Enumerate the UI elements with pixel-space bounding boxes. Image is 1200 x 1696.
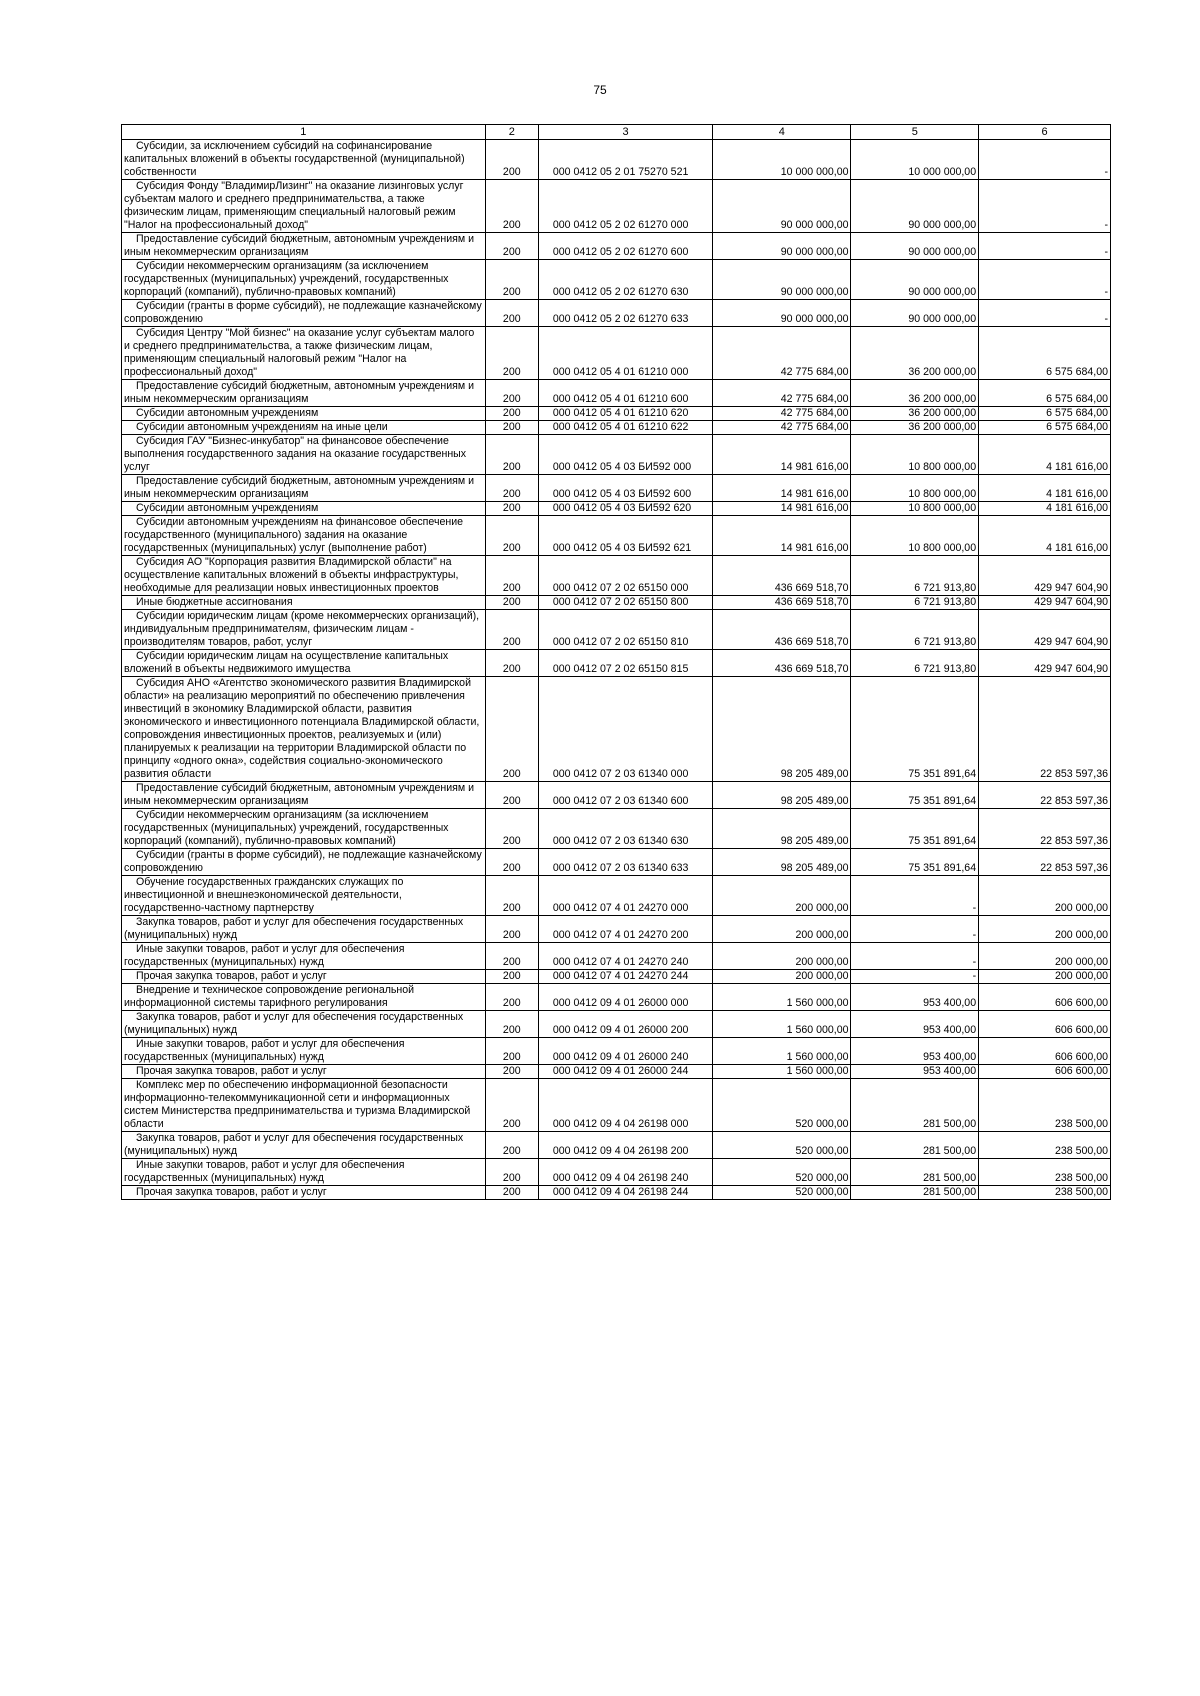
classification-code-cell: 000 0412 07 2 03 61340 633 — [538, 849, 712, 876]
amount-col6-cell: 4 181 616,00 — [979, 475, 1111, 502]
amount-col4-cell: 42 775 684,00 — [713, 380, 851, 407]
ved-code-cell: 200 — [485, 1159, 538, 1186]
amount-col4-cell: 520 000,00 — [713, 1159, 851, 1186]
amount-col6-cell: - — [979, 300, 1111, 327]
row-name-cell: Субсидии (гранты в форме субсидий), не подлежащие казначейскому сопровождению — [122, 300, 486, 327]
page-number: 75 — [593, 83, 607, 97]
table-row — [122, 1079, 1111, 1132]
amount-col6-cell: 429 947 604,90 — [979, 610, 1111, 650]
classification-code-cell: 000 0412 05 4 01 61210 000 — [538, 327, 712, 380]
table-row — [122, 809, 1111, 849]
ved-code-cell: 200 — [485, 300, 538, 327]
amount-col6-cell: 6 575 684,00 — [979, 421, 1111, 435]
amount-col4-cell: 42 775 684,00 — [713, 327, 851, 380]
row-name-cell: Предоставление субсидий бюджетным, автономным учреждениям и иным некоммерческим организациям — [122, 782, 486, 809]
table-row — [122, 260, 1111, 300]
amount-col5-cell: 75 351 891,64 — [851, 782, 979, 809]
classification-code-cell: 000 0412 09 4 01 26000 000 — [538, 984, 712, 1011]
table-row — [122, 233, 1111, 260]
row-name-cell: Субсидии некоммерческим организациям (за исключением государственных (муниципальных) учреждений, государственных корпораций (компаний), публично-правовых компаний) — [122, 809, 486, 849]
row-name-cell: Субсидии юридическим лицам (кроме некоммерческих организаций), индивидуальным предпринимателям, физическим лицам - производителям товаров, работ, услуг — [122, 610, 486, 650]
amount-col5-cell: 953 400,00 — [851, 1065, 979, 1079]
amount-col6-cell: 6 575 684,00 — [979, 380, 1111, 407]
amount-col6-cell: 606 600,00 — [979, 1011, 1111, 1038]
ved-code-cell: 200 — [485, 849, 538, 876]
amount-col4-cell: 98 205 489,00 — [713, 849, 851, 876]
classification-code-cell: 000 0412 07 2 03 61340 600 — [538, 782, 712, 809]
amount-col4-cell: 10 000 000,00 — [713, 140, 851, 180]
ved-code-cell: 200 — [485, 943, 538, 970]
row-name-cell: Предоставление субсидий бюджетным, автономным учреждениям и иным некоммерческим организациям — [122, 475, 486, 502]
ved-code-cell: 200 — [485, 650, 538, 677]
amount-col4-cell: 436 669 518,70 — [713, 556, 851, 596]
table-row — [122, 916, 1111, 943]
amount-col4-cell: 200 000,00 — [713, 916, 851, 943]
amount-col6-cell: 200 000,00 — [979, 970, 1111, 984]
row-name-cell: Иные бюджетные ассигнования — [122, 596, 486, 610]
amount-col5-cell: 36 200 000,00 — [851, 421, 979, 435]
ved-code-cell: 200 — [485, 1186, 538, 1200]
classification-code-cell: 000 0412 07 2 02 65150 815 — [538, 650, 712, 677]
ved-code-cell: 200 — [485, 556, 538, 596]
ved-code-cell: 200 — [485, 140, 538, 180]
row-name-cell: Субсидия ГАУ "Бизнес-инкубатор" на финансовое обеспечение выполнения государственного задания на оказание государственных услуг — [122, 435, 486, 475]
amount-col6-cell: 6 575 684,00 — [979, 327, 1111, 380]
amount-col4-cell: 200 000,00 — [713, 876, 851, 916]
amount-col5-cell: 6 721 913,80 — [851, 610, 979, 650]
amount-col6-cell: 200 000,00 — [979, 943, 1111, 970]
classification-code-cell: 000 0412 09 4 01 26000 244 — [538, 1065, 712, 1079]
ved-code-cell: 200 — [485, 1011, 538, 1038]
table-row — [122, 596, 1111, 610]
classification-code-cell: 000 0412 07 2 02 65150 810 — [538, 610, 712, 650]
amount-col5-cell: 75 351 891,64 — [851, 849, 979, 876]
ved-code-cell: 200 — [485, 233, 538, 260]
ved-code-cell: 200 — [485, 502, 538, 516]
column-header: 5 — [851, 125, 979, 140]
amount-col6-cell: - — [979, 233, 1111, 260]
ved-code-cell: 200 — [485, 327, 538, 380]
table-row — [122, 380, 1111, 407]
ved-code-cell: 200 — [485, 970, 538, 984]
table-row — [122, 1038, 1111, 1065]
amount-col6-cell: 238 500,00 — [979, 1186, 1111, 1200]
ved-code-cell: 200 — [485, 180, 538, 233]
table-row — [122, 475, 1111, 502]
classification-code-cell: 000 0412 09 4 01 26000 240 — [538, 1038, 712, 1065]
classification-code-cell: 000 0412 05 4 03 БИ592 620 — [538, 502, 712, 516]
ved-code-cell: 200 — [485, 1079, 538, 1132]
ved-code-cell: 200 — [485, 380, 538, 407]
row-name-cell: Закупка товаров, работ и услуг для обеспечения государственных (муниципальных) нужд — [122, 1132, 486, 1159]
amount-col4-cell: 200 000,00 — [713, 943, 851, 970]
table-row — [122, 1159, 1111, 1186]
amount-col6-cell: 22 853 597,36 — [979, 782, 1111, 809]
classification-code-cell: 000 0412 05 4 01 61210 620 — [538, 407, 712, 421]
amount-col4-cell: 98 205 489,00 — [713, 677, 851, 782]
classification-code-cell: 000 0412 07 2 02 65150 800 — [538, 596, 712, 610]
column-header: 4 — [713, 125, 851, 140]
amount-col6-cell: - — [979, 180, 1111, 233]
amount-col5-cell: 36 200 000,00 — [851, 380, 979, 407]
classification-code-cell: 000 0412 05 4 03 БИ592 000 — [538, 435, 712, 475]
classification-code-cell: 000 0412 05 4 03 БИ592 621 — [538, 516, 712, 556]
ved-code-cell: 200 — [485, 596, 538, 610]
ved-code-cell: 200 — [485, 677, 538, 782]
row-name-cell: Предоставление субсидий бюджетным, автономным учреждениям и иным некоммерческим организациям — [122, 380, 486, 407]
table-row — [122, 984, 1111, 1011]
amount-col6-cell: 22 853 597,36 — [979, 849, 1111, 876]
amount-col5-cell: 6 721 913,80 — [851, 556, 979, 596]
table-row — [122, 1011, 1111, 1038]
amount-col6-cell: 429 947 604,90 — [979, 650, 1111, 677]
ved-code-cell: 200 — [485, 1065, 538, 1079]
row-name-cell: Иные закупки товаров, работ и услуг для обеспечения государственных (муниципальных) нужд — [122, 943, 486, 970]
column-header: 1 — [122, 125, 486, 140]
amount-col6-cell: 606 600,00 — [979, 984, 1111, 1011]
amount-col5-cell: 953 400,00 — [851, 1038, 979, 1065]
amount-col6-cell: 200 000,00 — [979, 916, 1111, 943]
table-row — [122, 876, 1111, 916]
amount-col4-cell: 1 560 000,00 — [713, 1065, 851, 1079]
row-name-cell: Субсидия Фонду "ВладимирЛизинг" на оказание лизинговых услуг субъектам малого и среднего предпринимательства, а также физическим лицам, применяющим специальный налоговый режим "Налог на профессиональный доход" — [122, 180, 486, 233]
row-name-cell: Субсидии автономным учреждениям на финансовое обеспечение государственного (муниципального) задания на оказание государственных (муниципальных) услуг (выполнение работ) — [122, 516, 486, 556]
amount-col4-cell: 98 205 489,00 — [713, 809, 851, 849]
amount-col4-cell: 90 000 000,00 — [713, 180, 851, 233]
classification-code-cell: 000 0412 05 2 02 61270 633 — [538, 300, 712, 327]
row-name-cell: Прочая закупка товаров, работ и услуг — [122, 970, 486, 984]
amount-col4-cell: 200 000,00 — [713, 970, 851, 984]
row-name-cell: Субсидии некоммерческим организациям (за исключением государственных (муниципальных) учреждений, государственных корпораций (компаний), публично-правовых компаний) — [122, 260, 486, 300]
amount-col6-cell: - — [979, 260, 1111, 300]
row-name-cell: Иные закупки товаров, работ и услуг для обеспечения государственных (муниципальных) нужд — [122, 1159, 486, 1186]
row-name-cell: Иные закупки товаров, работ и услуг для обеспечения государственных (муниципальных) нужд — [122, 1038, 486, 1065]
amount-col5-cell: 75 351 891,64 — [851, 677, 979, 782]
classification-code-cell: 000 0412 07 2 02 65150 000 — [538, 556, 712, 596]
amount-col4-cell: 14 981 616,00 — [713, 516, 851, 556]
amount-col4-cell: 436 669 518,70 — [713, 650, 851, 677]
table-row — [122, 1065, 1111, 1079]
classification-code-cell: 000 0412 09 4 04 26198 000 — [538, 1079, 712, 1132]
classification-code-cell: 000 0412 05 2 02 61270 600 — [538, 233, 712, 260]
ved-code-cell: 200 — [485, 475, 538, 502]
amount-col5-cell: - — [851, 876, 979, 916]
amount-col5-cell: 75 351 891,64 — [851, 809, 979, 849]
amount-col4-cell: 14 981 616,00 — [713, 502, 851, 516]
ved-code-cell: 200 — [485, 435, 538, 475]
amount-col6-cell: 238 500,00 — [979, 1079, 1111, 1132]
row-name-cell: Закупка товаров, работ и услуг для обеспечения государственных (муниципальных) нужд — [122, 1011, 486, 1038]
amount-col6-cell: 22 853 597,36 — [979, 677, 1111, 782]
classification-code-cell: 000 0412 07 4 01 24270 244 — [538, 970, 712, 984]
amount-col6-cell: 4 181 616,00 — [979, 502, 1111, 516]
amount-col4-cell: 1 560 000,00 — [713, 1011, 851, 1038]
ved-code-cell: 200 — [485, 809, 538, 849]
amount-col5-cell: 281 500,00 — [851, 1079, 979, 1132]
table-row — [122, 849, 1111, 876]
amount-col6-cell: 606 600,00 — [979, 1038, 1111, 1065]
amount-col4-cell: 520 000,00 — [713, 1079, 851, 1132]
ved-code-cell: 200 — [485, 984, 538, 1011]
row-name-cell: Субсидии автономным учреждениям — [122, 502, 486, 516]
table-row — [122, 435, 1111, 475]
amount-col6-cell: - — [979, 140, 1111, 180]
amount-col5-cell: 90 000 000,00 — [851, 260, 979, 300]
amount-col5-cell: 90 000 000,00 — [851, 300, 979, 327]
table-row — [122, 943, 1111, 970]
classification-code-cell: 000 0412 05 4 03 БИ592 600 — [538, 475, 712, 502]
amount-col5-cell: 6 721 913,80 — [851, 596, 979, 610]
classification-code-cell: 000 0412 07 2 03 61340 630 — [538, 809, 712, 849]
amount-col4-cell: 90 000 000,00 — [713, 300, 851, 327]
row-name-cell: Субсидии (гранты в форме субсидий), не подлежащие казначейскому сопровождению — [122, 849, 486, 876]
amount-col5-cell: 36 200 000,00 — [851, 327, 979, 380]
row-name-cell: Субсидии, за исключением субсидий на софинансирование капитальных вложений в объекты государственной (муниципальной) собственности — [122, 140, 486, 180]
classification-code-cell: 000 0412 07 4 01 24270 240 — [538, 943, 712, 970]
classification-code-cell: 000 0412 09 4 04 26198 200 — [538, 1132, 712, 1159]
ved-code-cell: 200 — [485, 876, 538, 916]
classification-code-cell: 000 0412 07 4 01 24270 200 — [538, 916, 712, 943]
ved-code-cell: 200 — [485, 610, 538, 650]
table-row — [122, 556, 1111, 596]
amount-col6-cell: 200 000,00 — [979, 876, 1111, 916]
classification-code-cell: 000 0412 05 2 01 75270 521 — [538, 140, 712, 180]
table-row — [122, 1186, 1111, 1200]
amount-col6-cell: 6 575 684,00 — [979, 407, 1111, 421]
ved-code-cell: 200 — [485, 421, 538, 435]
classification-code-cell: 000 0412 05 4 01 61210 622 — [538, 421, 712, 435]
ved-code-cell: 200 — [485, 916, 538, 943]
amount-col5-cell: 953 400,00 — [851, 1011, 979, 1038]
row-name-cell: Субсидия АО "Корпорация развития Владимирской области" на осуществление капитальных вложений в объекты инфраструктуры, необходимые для реализации новых инвестиционных проектов — [122, 556, 486, 596]
row-name-cell: Внедрение и техническое сопровождение региональной информационной системы тарифного регулирования — [122, 984, 486, 1011]
ved-code-cell: 200 — [485, 1038, 538, 1065]
amount-col5-cell: - — [851, 970, 979, 984]
table-row — [122, 782, 1111, 809]
amount-col4-cell: 520 000,00 — [713, 1186, 851, 1200]
amount-col5-cell: 10 000 000,00 — [851, 140, 979, 180]
amount-col5-cell: 36 200 000,00 — [851, 407, 979, 421]
amount-col5-cell: 90 000 000,00 — [851, 233, 979, 260]
row-name-cell: Субсидия АНО «Агентство экономического развития Владимирской области» на реализацию мероприятий по обеспечению привлечения инвестиций в экономику Владимирской области, развития экономического и инвестиционного потенциала Владимирской области, сопровождения инвестиционных проектов, реализуемых и (или) планируемых к реализации на территории Владимирской области по принципу «одного окна», содействия социально-экономического развития области — [122, 677, 486, 782]
row-name-cell: Предоставление субсидий бюджетным, автономным учреждениям и иным некоммерческим организациям — [122, 233, 486, 260]
table-row — [122, 516, 1111, 556]
row-name-cell: Субсидия Центру "Мой бизнес" на оказание услуг субъектам малого и среднего предпринимательства, а также физическим лицам, применяющим специальный налоговый режим "Налог на профессиональный доход" — [122, 327, 486, 380]
amount-col4-cell: 42 775 684,00 — [713, 407, 851, 421]
table-row — [122, 970, 1111, 984]
amount-col6-cell: 429 947 604,90 — [979, 596, 1111, 610]
amount-col4-cell: 14 981 616,00 — [713, 475, 851, 502]
ved-code-cell: 200 — [485, 1132, 538, 1159]
amount-col5-cell: 10 800 000,00 — [851, 475, 979, 502]
amount-col4-cell: 42 775 684,00 — [713, 421, 851, 435]
table-header-row — [122, 125, 1111, 140]
amount-col6-cell: 4 181 616,00 — [979, 516, 1111, 556]
amount-col4-cell: 1 560 000,00 — [713, 984, 851, 1011]
table-row — [122, 677, 1111, 782]
amount-col4-cell: 436 669 518,70 — [713, 596, 851, 610]
amount-col4-cell: 436 669 518,70 — [713, 610, 851, 650]
amount-col4-cell: 90 000 000,00 — [713, 233, 851, 260]
column-header: 3 — [538, 125, 712, 140]
amount-col5-cell: - — [851, 916, 979, 943]
table-row — [122, 1132, 1111, 1159]
budget-table — [121, 124, 1111, 1200]
table-row — [122, 180, 1111, 233]
amount-col5-cell: 10 800 000,00 — [851, 502, 979, 516]
table-row — [122, 140, 1111, 180]
column-header: 2 — [485, 125, 538, 140]
amount-col5-cell: 90 000 000,00 — [851, 180, 979, 233]
amount-col5-cell: 281 500,00 — [851, 1132, 979, 1159]
amount-col6-cell: 238 500,00 — [979, 1159, 1111, 1186]
classification-code-cell: 000 0412 09 4 01 26000 200 — [538, 1011, 712, 1038]
amount-col4-cell: 1 560 000,00 — [713, 1038, 851, 1065]
classification-code-cell: 000 0412 07 2 03 61340 000 — [538, 677, 712, 782]
row-name-cell: Закупка товаров, работ и услуг для обеспечения государственных (муниципальных) нужд — [122, 916, 486, 943]
table-row — [122, 327, 1111, 380]
classification-code-cell: 000 0412 09 4 04 26198 244 — [538, 1186, 712, 1200]
table-row — [122, 502, 1111, 516]
row-name-cell: Субсидии автономным учреждениям на иные цели — [122, 421, 486, 435]
classification-code-cell: 000 0412 05 4 01 61210 600 — [538, 380, 712, 407]
row-name-cell: Обучение государственных гражданских служащих по инвестиционной и внешнеэкономической деятельности, государственно-частному партнерству — [122, 876, 486, 916]
table-row — [122, 421, 1111, 435]
amount-col5-cell: 953 400,00 — [851, 984, 979, 1011]
amount-col4-cell: 14 981 616,00 — [713, 435, 851, 475]
table-row — [122, 407, 1111, 421]
amount-col6-cell: 22 853 597,36 — [979, 809, 1111, 849]
classification-code-cell: 000 0412 07 4 01 24270 000 — [538, 876, 712, 916]
table-row — [122, 300, 1111, 327]
classification-code-cell: 000 0412 05 2 02 61270 000 — [538, 180, 712, 233]
amount-col6-cell: 238 500,00 — [979, 1132, 1111, 1159]
amount-col6-cell: 429 947 604,90 — [979, 556, 1111, 596]
row-name-cell: Субсидии юридическим лицам на осуществление капитальных вложений в объекты недвижимого имущества — [122, 650, 486, 677]
row-name-cell: Комплекс мер по обеспечению информационной безопасности информационно-телекоммуникационной сети и информационных систем Министерства предпринимательства и туризма Владимирской области — [122, 1079, 486, 1132]
ved-code-cell: 200 — [485, 260, 538, 300]
table-row — [122, 610, 1111, 650]
amount-col5-cell: 10 800 000,00 — [851, 516, 979, 556]
row-name-cell: Прочая закупка товаров, работ и услуг — [122, 1186, 486, 1200]
amount-col5-cell: 10 800 000,00 — [851, 435, 979, 475]
classification-code-cell: 000 0412 05 2 02 61270 630 — [538, 260, 712, 300]
amount-col5-cell: 6 721 913,80 — [851, 650, 979, 677]
row-name-cell: Прочая закупка товаров, работ и услуг — [122, 1065, 486, 1079]
amount-col6-cell: 606 600,00 — [979, 1065, 1111, 1079]
amount-col5-cell: - — [851, 943, 979, 970]
amount-col4-cell: 90 000 000,00 — [713, 260, 851, 300]
table-row — [122, 650, 1111, 677]
column-header: 6 — [979, 125, 1111, 140]
classification-code-cell: 000 0412 09 4 04 26198 240 — [538, 1159, 712, 1186]
amount-col4-cell: 520 000,00 — [713, 1132, 851, 1159]
ved-code-cell: 200 — [485, 407, 538, 421]
row-name-cell: Субсидии автономным учреждениям — [122, 407, 486, 421]
amount-col5-cell: 281 500,00 — [851, 1159, 979, 1186]
amount-col5-cell: 281 500,00 — [851, 1186, 979, 1200]
ved-code-cell: 200 — [485, 516, 538, 556]
ved-code-cell: 200 — [485, 782, 538, 809]
amount-col6-cell: 4 181 616,00 — [979, 435, 1111, 475]
amount-col4-cell: 98 205 489,00 — [713, 782, 851, 809]
